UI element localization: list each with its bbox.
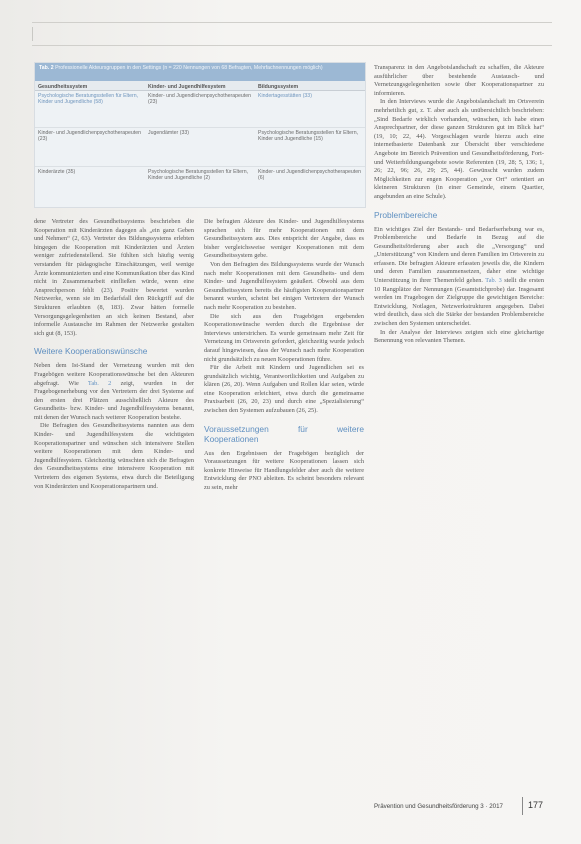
text-column-2 — [204, 218, 364, 493]
paragraph — [34, 362, 194, 422]
table-header-cell: Gesundheitssystem — [38, 84, 88, 90]
table-header-cell: Kinder- und Jugendhilfesystem — [148, 84, 226, 90]
paragraph-text: Ein wichtiges Ziel der Bestands- und Bedarfserhebung war es, Problembereiche und Bedarfe in Bezug auf die Gesundheitsförderung aber auch die „Versorgung“ und „Unterstützung“ von Kindern und deren Familien im Ortsverein zu erfassen. Die befragten Akteure erfassten jeweils die, die Kindern und deren Familien zusammensetzen, daher eine wichtige Unterstützung in ihrer Themenfeld gehen. — [374, 225, 544, 285]
table-row — [35, 167, 365, 205]
table-cell: Kinderärzte (35) — [38, 169, 76, 175]
paragraph: In der Analyse der Interviews zeigten sich eine gleichartige Benennung von relevanten Themen. — [374, 328, 544, 345]
table-cell: Psychologische Beratungsstellen für Eltern, Kinder und Jugendliche (2) — [148, 169, 249, 182]
table-cell: Kindertagesstätten (33) — [258, 93, 312, 99]
paragraph-text: Neben dem Ist-Stand der Vernetzung wurden mit den Fragebögen weitere Kooperationswünsche bei den Akteuren abgefragt. Wie — [34, 362, 194, 387]
paragraph-text: stellt die ersten 10 Rangplätze der Nennungen (Gesamtstichprobe) dar. Insgesamt werden im Fragebogen der Zielgruppe die gewichtigen Bereiche: Entwicklung, Notlagen, Netzwerkstrukturen angegeben. Dabei wird deutlich, dass sich die Stärke der bestanden Problembereiche zwischen den Systemen unterscheidet. — [374, 277, 544, 328]
paragraph: Die Befragten des Gesundheitssystems nannten aus dem Kinder- und Jugendhilfesystem die wichtigsten Kooperationspartner und wünschen sich intensivere Stellen weitere Kooperationen mit dem Kinder- und Jugendhilfesystem. Gleichzeitig wünschten sich die Befragten des Gesundheitssystems eine intensivere Kooperation mit Vertretern des eigenen Systems, etwa durch die Beteiligung von Kinderärzten und Kooperationspartnern und. — [34, 422, 194, 490]
journal-name: Prävention und Gesundheitsförderung 3 · 2017 — [374, 803, 503, 810]
header-tick — [32, 27, 33, 41]
text-column-3 — [374, 64, 544, 346]
table-cell: Psychologische Beratungsstellen für Eltern, Kinder und Jugendliche (15) — [258, 130, 359, 143]
paragraph-text: zeigt, wurden in der Fragebogenerhebung vor den Vertretern der drei Systeme auf den ersten drei Plätzen ausschließlich Akteure des Gesundheits- bzw. Kinder- und Jugendhilfesystems benannt, mit denen der Wunsch nach weiterer Kooperation bestehe. — [34, 379, 195, 421]
paragraph: Aus den Ergebnissen der Fragebögen bezüglich der Voraussetzungen für weitere Kooperationen lassen sich konkrete Hinweise für Handlungsfelder aber auch die weitere Entwicklung der PNO ableiten. Es scheint besonders relevant zu sein, mehr — [204, 449, 364, 492]
table-cell: Jugendämter (33) — [148, 130, 189, 136]
table-caption-text: Professionelle Akteursgruppen in den Settings (n = 220 Nennungen von 68 Befragten, Mehrfachnennungen möglich) — [55, 65, 323, 71]
text-column-1 — [34, 218, 194, 491]
paragraph: Für die Arbeit mit Kindern und Jugendlichen sei es grundsätzlich wichtig, Verantwortlichkeiten und Aufgaben zu klären (26, 20). Wenn Aufgaben und Rollen klar seien, würde eine Kooperation erleichtert, etwa durch die gemeinsame Praxisarbeit (26, 20, 23) und durch eine „Spezialisierung“ zwischen den Systemen aufzubauen (26, 25). — [204, 364, 364, 415]
table-reference-link[interactable]: Tab. 2 — [87, 379, 112, 387]
page-number: 177 — [528, 800, 544, 810]
section-heading-kooperationswuensche: Weitere Kooperationswünsche — [34, 346, 148, 357]
paragraph: dene Vertreter des Gesundheitssystems beschrieben die Kooperation mit Kinderärzten dagegen als „ein ganz Geben und Nehmen“ (2, 63). Vertreter des Bildungssystems erlebten hingegen die Kooperation mit Kinderärzten und Ärzten weniger zufriedenstellend. Sie fühlten sich häufig wenig verstanden für pädagogische Einschätzungen, weil wenige Ärzte kommunizierten und eine Kommunikation über das Kind nicht in Zusammenarbeit einfließen würde, wenn eine Ansprechperson fehlt (23). Positiv bewertet wurden Netzwerke, wenn sie im Bedarfsfall den Rückgriff auf die Strukturen erlaubten (8, 183). Zwar hätten formelle Versorgungsgelegenheiten an sich keinen Bestand, aber informelle Austausche im Rahmen der Netzwerke gestalten sich gut (8, 153). — [34, 218, 194, 337]
table-caption — [35, 63, 365, 81]
table-header-row — [35, 81, 365, 91]
paragraph: Die befragten Akteure des Kinder- und Jugendhilfesystems sprachen sich für mehr Kooperationen mit dem Gesundheitssystem aus. Dies entspricht der Angabe, dass es bisher vergleichsweise weniger Kooperationen mit dem Gesundheitssystem gebe. — [204, 218, 364, 260]
table-cell: Kinder- und Jugendlichenpsychotherapeuten (6) — [258, 169, 361, 182]
table-cell: Kinder- und Jugendlichenpsychotherapeuten (23) — [148, 93, 251, 106]
header-rule — [32, 22, 552, 46]
table-cell: Kinder- und Jugendlichenpsychotherapeuten (23) — [38, 130, 141, 143]
table-reference-link[interactable]: Tab. 3 — [485, 277, 502, 285]
table-cell: Psychologische Beratungsstellen für Eltern, Kinder und Jugendliche (58) — [38, 93, 139, 106]
table-row — [35, 91, 365, 128]
table-2 — [34, 62, 366, 208]
footer-divider — [522, 797, 523, 815]
paragraph: Transparenz in den Angebotslandschaft zu schaffen, die Akteure ausführlicher über bestehende Austausch- und Vernetzungsgelegenheiten sowie über Kooperationspartner zu informieren. — [374, 64, 544, 97]
table-label: Tab. 2 — [39, 65, 54, 71]
section-heading-voraussetzungen: Voraussetzungen für weitere Kooperationen — [204, 423, 364, 444]
table-row — [35, 128, 365, 167]
page-footer — [374, 800, 550, 810]
paragraph: Von den Befragten des Bildungssystems wurde der Wunsch nach mehr Kooperationen mit dem Gesundheits- und dem Kinder- und Jugendhilfesystem geäußert. Obwohl aus dem Gesundheitssystem bereits die häufigsten Kooperationspartner benannt wurden, scheint bei einigen Vertretern der Wunsch nach mehr Kooperation zu bestehen. — [204, 260, 364, 311]
section-heading-problembereiche: Problembereiche — [374, 209, 438, 220]
paragraph — [374, 226, 544, 329]
paragraph: Die sich aus den Fragebögen ergebenden Kooperationswünsche werden durch die Ergebnisse der Interviews unterstrichen. Es wurde gemeinsam mehr Zeit für Vernetzung im Ortsverein gefordert, gleichzeitig wurde jedoch darauf hingewiesen, dass der Wunsch nach mehr Kooperation nicht grundsätzlich zu neuen Kooperationen führe. — [204, 312, 364, 363]
paragraph: In den Interviews wurde die Angebotslandschaft im Ortsverein mehrheitlich gut, z. T. aber auch als unübersichtlich beschrieben: „Sind Bedarfe wirklich vorhanden, wünschen, ich habe einen Ansprechpartner, der diese ganzen Strukturen gut im Blick hat“ (19, 10; 22, 44). Vorgeschlagen wurde hierzu auch eine internetbasierte Datenbank zur Übersicht über verschiedene Angebote im Bereich Prävention und Gesundheitsförderung, Fort- und Weiterbildungsangebote sowie Referenten (19, 28; 5, 136; 1, 26; 22, 96; 26, 29; 25, 44). Gewünscht wurden zudem Möglichkeiten zur engen Kooperation „vor Ort“ orientiert an kleineren Strukturen (in einer Gemeinde, einem Quartier, angebunden an eine Schule). — [374, 98, 544, 200]
table-header-cell: Bildungssystem — [258, 84, 299, 90]
